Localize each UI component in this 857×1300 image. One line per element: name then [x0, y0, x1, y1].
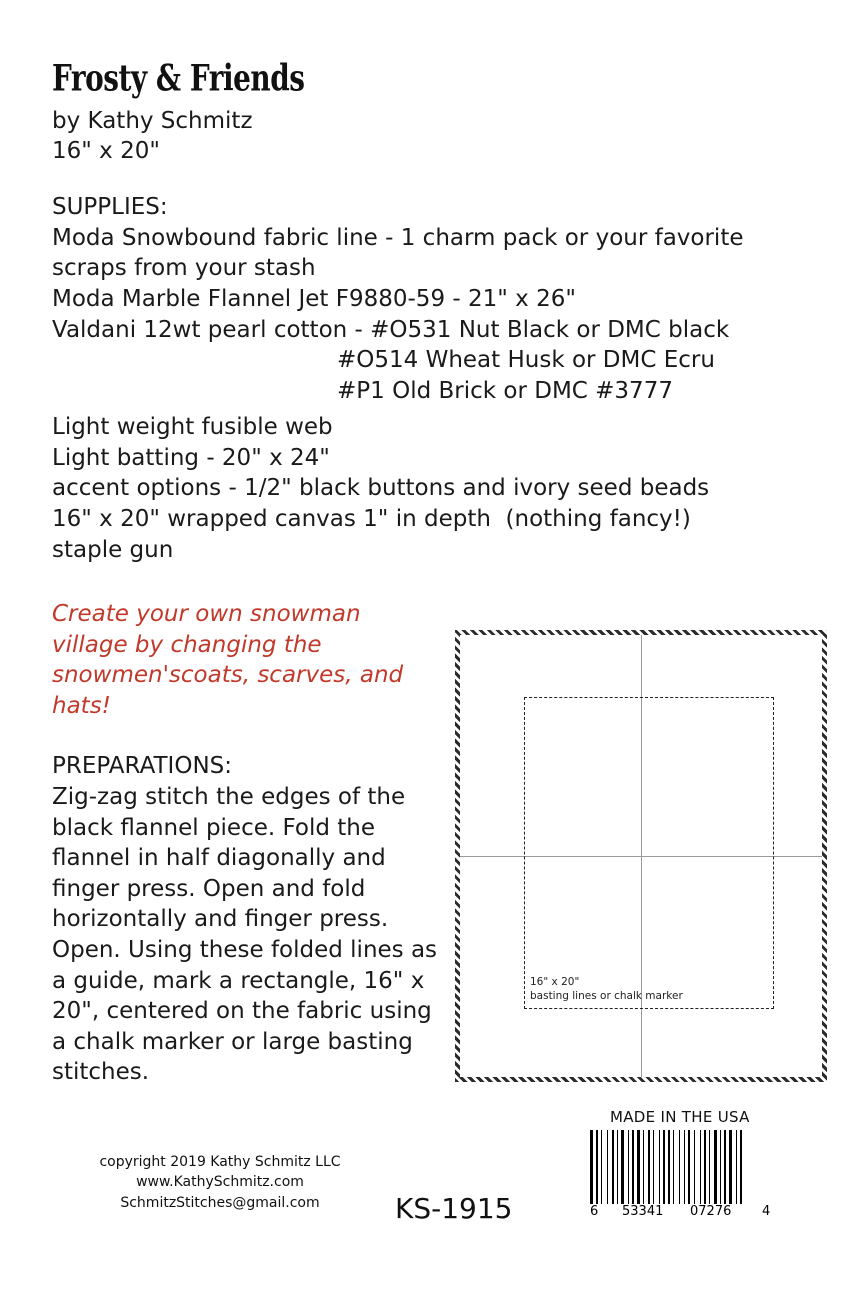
supply-line: Moda Marble Flannel Jet F9880-59 - 21" x 26": [52, 285, 576, 312]
finished-dimensions: 16" x 20": [52, 137, 160, 164]
barcode-digit-group-2: 07276: [690, 1204, 732, 1219]
supply-line: Valdani 12wt pearl cotton - #O531 Nut Black or DMC black: [52, 316, 730, 343]
supply-line: 16" x 20" wrapped canvas 1" in depth (nothing fancy!): [52, 506, 691, 532]
supply-line: scraps from your stash: [52, 255, 316, 282]
supply-line: Light weight fusible web: [52, 414, 333, 441]
barcode-bars: [590, 1130, 775, 1204]
preparations-section: [52, 751, 444, 1087]
email-line[interactable]: SchmitzStitches@gmail.com: [120, 1194, 320, 1211]
diagram-label-size: 16" x 20": [530, 976, 580, 988]
supply-thread-line: #O514 Wheat Husk or DMC Ecru: [337, 347, 715, 374]
diagram-canvas: [460, 635, 822, 1077]
supply-thread-line: #P1 Old Brick or DMC #3777: [337, 377, 673, 404]
preparations-body: Zig-zag stitch the edges of the black flannel piece. Fold the flannel in half diagonally and finger press. Open and fold horizontally and finger press. Open. Using these folded lines as a guide, mark a rectangle, 16" x 20", centered on the fabric using a chalk marker or large basting stitches.: [52, 784, 438, 1086]
supplies-heading: SUPPLIES:: [52, 194, 168, 221]
supplies-section: [52, 192, 805, 565]
fabric-layout-diagram: [455, 630, 827, 1082]
author-byline: by Kathy Schmitz: [52, 107, 253, 134]
barcode-digit-left: 6: [590, 1204, 599, 1219]
copyright-block: [70, 1152, 370, 1213]
diagram-label-note: basting lines or chalk marker: [530, 990, 683, 1003]
basting-rectangle: [524, 697, 774, 1009]
barcode-digit-right: 4: [762, 1204, 771, 1219]
supply-line: accent options - 1/2" black buttons and ivory seed beads: [52, 475, 710, 502]
diagram-label: [530, 975, 683, 1003]
supply-line: staple gun: [52, 536, 174, 563]
design-tip-callout: Create your own snowman village by changing the snowmen'scoats, scarves, and hats!: [52, 601, 404, 719]
preparations-heading: PREPARATIONS:: [52, 753, 233, 780]
sku-code: KS-1915: [395, 1192, 513, 1225]
supply-line: Light batting - 20" x 24": [52, 444, 330, 471]
barcode: [590, 1130, 775, 1218]
website-line[interactable]: www.KathySchmitz.com: [136, 1174, 304, 1191]
copyright-line: copyright 2019 Kathy Schmitz LLC: [99, 1154, 341, 1170]
barcode-digit-group-1: 53341: [622, 1204, 664, 1219]
made-in-usa-text: MADE IN THE USA: [610, 1108, 750, 1126]
barcode-digits: [590, 1204, 775, 1218]
page-title: Frosty & Friends: [52, 57, 305, 101]
supply-line: Moda Snowbound fabric line - 1 charm pack or your favorite: [52, 224, 744, 251]
